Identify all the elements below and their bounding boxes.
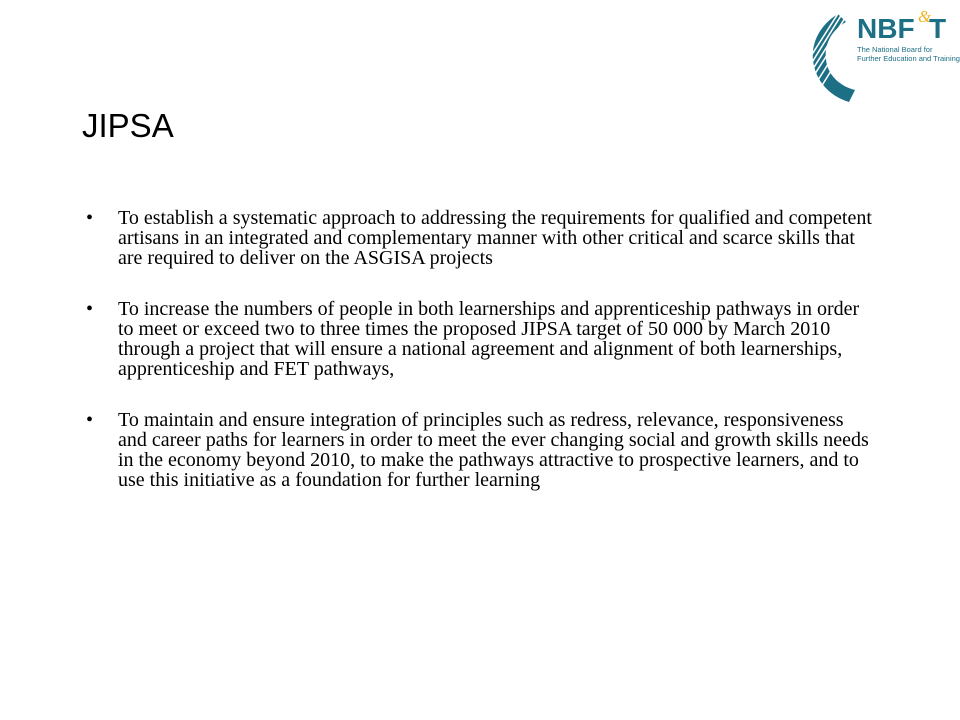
svg-text:&: & bbox=[918, 7, 932, 26]
bullet-item bbox=[82, 299, 872, 379]
logo-tagline-line2: Further Education and Training bbox=[857, 54, 960, 63]
bullet-dot-icon: • bbox=[86, 298, 94, 320]
bullet-list bbox=[82, 208, 872, 521]
bullet-item bbox=[82, 208, 872, 268]
bullet-text: To establish a systematic approach to addressing the requirements for qualified and competent artisans in an integrated and complementary manner with other critical and scarce skills that are required to deliver on the ASGISA projects bbox=[118, 207, 872, 269]
nbfet-logo bbox=[805, 2, 960, 104]
bullet-item bbox=[82, 410, 872, 490]
logo-tagline-line1: The National Board for bbox=[857, 45, 933, 54]
nbfet-logo-graphic bbox=[805, 2, 960, 104]
bullet-dot-icon: • bbox=[86, 207, 94, 229]
slide-title: JIPSA bbox=[82, 107, 174, 144]
bullet-dot-icon: • bbox=[86, 409, 94, 431]
svg-text:T: T bbox=[929, 13, 947, 44]
bullet-text: To increase the numbers of people in both learnerships and apprenticeship pathways in order to meet or exceed two to three times the proposed JIPSA target of 50 000 by March 2010 through a project that will ensure a national agreement and alignment of both learnerships, apprenticeship and FET pathways, bbox=[118, 298, 860, 380]
bullet-text: To maintain and ensure integration of principles such as redress, relevance, responsiveness and career paths for learners in order to meet the ever changing social and growth skills needs in the economy beyond 2010, to make the pathways attractive to prospective learners, and to use this initiative as a foundation for further learning bbox=[118, 409, 869, 491]
logo-wordmark-nbf: NBF bbox=[857, 13, 915, 44]
